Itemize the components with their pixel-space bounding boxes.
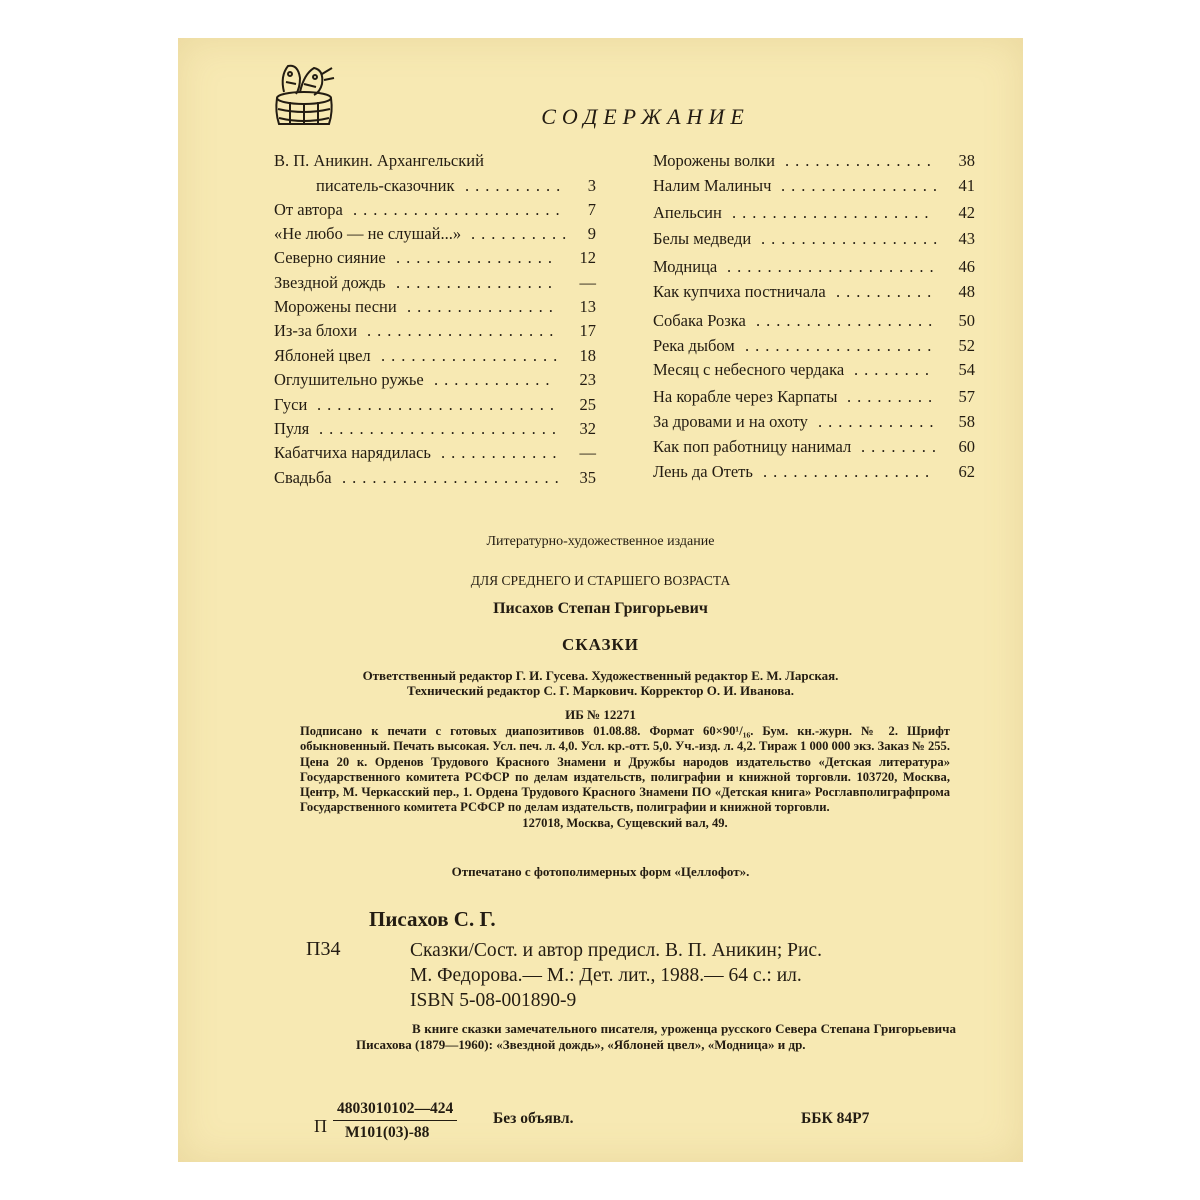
- toc-entry-leader: ......................: [342, 468, 565, 487]
- toc-entry: [653, 228, 975, 250]
- toc-entry-title: Яблоней цвел: [274, 346, 371, 365]
- toc-entry: [274, 418, 596, 440]
- toc-entry: [653, 386, 975, 408]
- toc-entry: [274, 320, 596, 342]
- toc-entry-leader: ........................: [319, 419, 562, 438]
- index-denominator: М101(03)-88: [345, 1124, 430, 1141]
- toc-entry: [274, 223, 596, 245]
- toc-entry-page: —: [579, 443, 596, 462]
- toc-entry-page: 23: [579, 370, 596, 389]
- no-ad-note: Без объявл.: [493, 1110, 574, 1127]
- toc-entry-title: Налим Малиныч: [653, 176, 772, 195]
- toc-entry-page: 52: [958, 336, 975, 355]
- toc-entry-title: Из-за блохи: [274, 321, 358, 340]
- toc-entry-title: Гуси: [274, 395, 308, 414]
- toc-entry-page: 13: [579, 297, 596, 316]
- toc-entry-leader: ............: [818, 412, 940, 431]
- toc-entry-page: —: [579, 273, 596, 292]
- toc-entry: [653, 175, 975, 197]
- toc-entry-leader: ................: [396, 248, 558, 267]
- catalog-annotation: В книге сказки замечательного писателя, уроженца русского Севера Степана Григорьевича Писахова (1879—1960): «Звездной дождь», «Яблоней цвел», «Модница» и др.: [356, 1021, 956, 1052]
- book-page: [178, 38, 1023, 1162]
- toc-entry-leader: ................: [396, 273, 558, 292]
- toc-entry: [653, 461, 975, 483]
- catalog-author: Писахов С. Г.: [369, 907, 496, 931]
- toc-entry-page: 35: [579, 468, 596, 487]
- catalog-description: [410, 938, 970, 1013]
- toc-entry-page: 62: [958, 462, 975, 481]
- catalog-isbn: ISBN 5-08-001890-9: [410, 990, 577, 1011]
- toc-entry-page: 32: [579, 419, 596, 438]
- author-full-name: Писахов Степан Григорьевич: [493, 600, 708, 617]
- toc-entry: [274, 442, 596, 464]
- edition-type: Литературно-художественное издание: [486, 534, 715, 549]
- toc-entry: [653, 150, 975, 172]
- index-fraction: [333, 1100, 457, 1142]
- toc-entry-leader: .........: [847, 387, 939, 406]
- toc-entry: [653, 411, 975, 433]
- toc-entry-leader: ...............: [407, 297, 559, 316]
- catalog-code: П34: [306, 938, 341, 960]
- toc-entry-title: Месяц с небесного чердака: [653, 360, 845, 379]
- toc-entry: [274, 369, 596, 391]
- toc-entry-title: За дровами и на охоту: [653, 412, 808, 431]
- audience: ДЛЯ СРЕДНЕГО И СТАРШЕГО ВОЗРАСТА: [470, 573, 731, 588]
- toc-entry: [653, 281, 975, 303]
- toc-entry-leader: ........: [854, 360, 935, 379]
- toc-entry-title: Собака Розка: [653, 311, 746, 330]
- toc-entry-leader: ..........: [465, 176, 567, 195]
- toc-entry: [274, 199, 596, 221]
- bbk-code: ББК 84Р7: [801, 1110, 870, 1127]
- catalog-line-1: Сказки/Сост. и автор предисл. В. П. Аникин; Рис.: [410, 940, 822, 961]
- toc-entry-page: 41: [958, 176, 975, 195]
- toc-entry-leader: ................: [781, 176, 943, 195]
- toc-entry-leader: ............: [434, 370, 556, 389]
- toc-entry-leader: ....................: [732, 203, 935, 222]
- toc-entry-page: 18: [579, 346, 596, 365]
- catalog-line-2: М. Федорова.— М.: Дет. лит., 1988.— 64 с.: ил.: [410, 965, 802, 986]
- toc-entry-title: Звездной дождь: [274, 273, 386, 292]
- toc-entry-page: 57: [958, 387, 975, 406]
- publishing-details: [300, 724, 950, 831]
- toc-entry-page: 50: [958, 311, 975, 330]
- toc-title: СОДЕРЖАНИЕ: [541, 104, 750, 129]
- toc-entry-page: 7: [587, 200, 596, 219]
- toc-entry-leader: ..................: [761, 229, 944, 248]
- toc-entry-title: Как поп работницу нанимал: [653, 437, 852, 456]
- toc-entry-title: Северно сияние: [274, 248, 386, 267]
- toc-entry: [653, 202, 975, 224]
- toc-entry: [274, 394, 596, 416]
- toc-entry-title: Морожены волки: [653, 151, 775, 170]
- editors-line-2: Технический редактор С. Г. Маркович. Корректор О. И. Иванова.: [406, 683, 795, 698]
- toc-entry: [653, 335, 975, 357]
- toc-entry-title: Как купчиха постничала: [653, 282, 826, 301]
- toc-entry-leader: ........: [861, 437, 942, 456]
- toc-entry-leader: ..........: [836, 282, 938, 301]
- toc-entry: [274, 467, 596, 489]
- toc-entry-title: Лень да Отеть: [653, 462, 753, 481]
- toc-entry-leader: ...................: [745, 336, 938, 355]
- toc-entry-page: 60: [958, 437, 975, 456]
- toc-entry-leader: ............: [441, 443, 563, 462]
- toc-entry: [274, 247, 596, 269]
- toc-entry-page: 46: [958, 257, 975, 276]
- toc-entry-page: 3: [587, 176, 596, 195]
- toc-entry-leader: ..................: [381, 346, 564, 365]
- toc-entry-leader: ...............: [785, 151, 937, 170]
- toc-entry-title: писатель-сказочник: [316, 176, 455, 195]
- toc-entry: [274, 296, 596, 318]
- toc-entry-page: 38: [958, 151, 975, 170]
- toc-entry-leader: ...................: [367, 321, 560, 340]
- toc-entry: [274, 150, 596, 172]
- toc-entry-title: Апельсин: [653, 203, 722, 222]
- toc-entry-leader: .....................: [727, 257, 940, 276]
- toc-entry-leader: ..........: [471, 224, 573, 243]
- toc-entry: [274, 272, 596, 294]
- printed-by: Отпечатано с фотополимерных форм «Целлофот».: [451, 864, 750, 879]
- ib-number: ИБ № 12271: [565, 707, 636, 722]
- toc-entry-page: 17: [579, 321, 596, 340]
- toc-entry: [653, 436, 975, 458]
- toc-entry-page: 58: [958, 412, 975, 431]
- toc-entry-title: На корабле через Карпаты: [653, 387, 838, 406]
- publishing-address: 127018, Москва, Сущевский вал, 49.: [522, 815, 728, 830]
- toc-entry-title: «Не любо — не слушай...»: [274, 224, 462, 243]
- index-numerator: 4803010102—424: [333, 1100, 457, 1121]
- toc-entry-title: Морожены песни: [274, 297, 397, 316]
- toc-entry-page: 48: [958, 282, 975, 301]
- toc-entry-title: Кабатчиха нарядилась: [274, 443, 431, 462]
- toc-entry-page: 25: [579, 395, 596, 414]
- toc-entry-leader: .....................: [353, 200, 566, 219]
- toc-entry-title: От автора: [274, 200, 343, 219]
- toc-entry-page: 42: [958, 203, 975, 222]
- toc-entry-title: В. П. Аникин. Архангельский: [274, 151, 484, 170]
- toc-entry-title: Пуля: [274, 419, 310, 438]
- book-title: СКАЗКИ: [562, 635, 639, 654]
- toc-entry: [653, 256, 975, 278]
- toc-entry-page: 43: [958, 229, 975, 248]
- toc-entry-title: Модница: [653, 257, 718, 276]
- index-letter: П: [314, 1116, 327, 1136]
- toc-entry-page: 54: [958, 360, 975, 379]
- toc-entry: [274, 175, 596, 197]
- toc-entry: [274, 345, 596, 367]
- editors-line-1: Ответственный редактор Г. И. Гусева. Художественный редактор Е. М. Ларская.: [362, 668, 839, 683]
- toc-entry-leader: .................: [763, 462, 936, 481]
- toc-entry: [653, 310, 975, 332]
- toc-entry-title: Белы медведи: [653, 229, 752, 248]
- toc-entry-title: Оглушительно ружье: [274, 370, 424, 389]
- toc-entry-page: 9: [587, 224, 596, 243]
- toc-entry-leader: ........................: [317, 395, 560, 414]
- toc-entry-title: Река дыбом: [653, 336, 735, 355]
- toc-entry: [653, 359, 975, 381]
- toc-entry-leader: ..................: [756, 311, 939, 330]
- toc-entry-title: Свадьба: [274, 468, 332, 487]
- publishing-details-text: Подписано к печати с готовых диапозитивов 01.08.88. Формат 60×90¹/₁₆. Бум. кн.-журн. № 2. Шрифт обыкновенный. Печать высокая. Усл. печ. л. 4,0. Усл. кр.-отт. 5,0. Уч.-изд. л. 4,2. Тираж 1 000 000 экз. Заказ № 255. Цена 20 к. Орденов Трудового Красного Знамени и Дружбы народов издательство «Детская литература» Государственного комитета РСФСР по делам издательств, полиграфии и книжной торговли. 103720, Москва, Центр, М. Черкасский пер., 1. Ордена Трудового Красного Знамени ПО «Детская книга» Росглавполиграфпрома Государственного комитета РСФСР по делам издательств, полиграфии и книжной торговли.: [300, 724, 950, 815]
- toc-entry-page: 12: [579, 248, 596, 267]
